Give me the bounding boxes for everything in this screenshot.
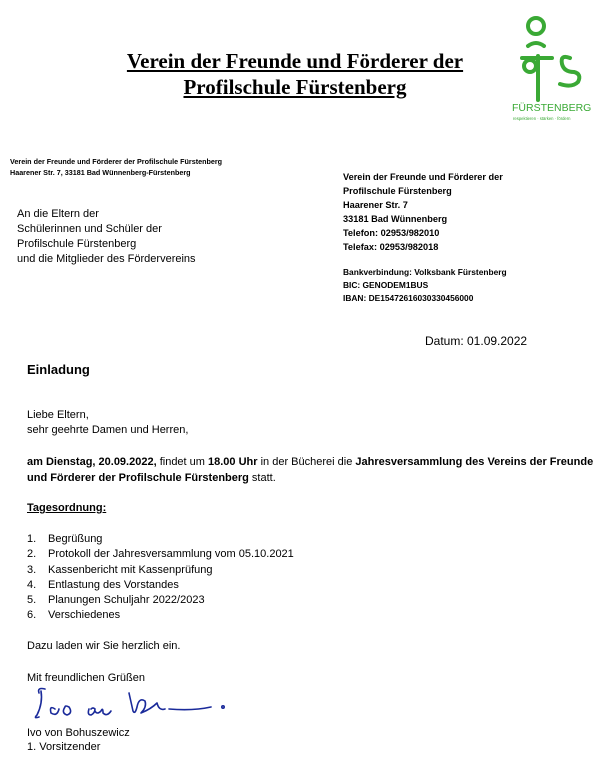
list-item <box>27 563 294 578</box>
bank-iban: IBAN: DE15472616030330456000 <box>343 293 474 303</box>
meeting-date: am Dienstag, 20.09.2022, <box>27 456 157 468</box>
document-title <box>60 48 530 100</box>
agenda-number: 1. <box>27 533 37 545</box>
signer-name: Ivo von Bohuszewicz <box>27 727 130 739</box>
agenda-text: Kassenbericht mit Kassenprüfung <box>48 563 213 576</box>
signer-block <box>27 726 130 754</box>
para-text-2: in der Bücherei die <box>257 456 356 468</box>
list-item <box>27 578 294 593</box>
bank-name: Bankverbindung: Volksbank Fürstenberg <box>343 267 507 277</box>
recipient-line-2: Schülerinnen und Schüler der <box>17 223 162 235</box>
sender-address <box>10 156 222 178</box>
bank-details <box>343 266 507 305</box>
agenda-text: Protokoll der Jahresversammlung vom 05.10.2021 <box>48 548 294 561</box>
logo-tagline: respektieren · stärken · fördern <box>513 116 571 121</box>
agenda-number: 5. <box>27 594 37 607</box>
salutation <box>27 408 188 438</box>
agenda-text: Entlastung des Vorstandes <box>48 578 179 591</box>
list-item <box>27 608 294 623</box>
org-fax: Telefax: 02953/982018 <box>343 242 439 252</box>
recipient-address <box>17 207 196 267</box>
para-text-3: statt. <box>248 472 276 484</box>
organization-contact <box>343 170 503 254</box>
letter-date: Datum: 01.09.2022 <box>425 334 528 348</box>
agenda-text: Planungen Schuljahr 2022/2023 <box>48 594 205 607</box>
bank-bic: BIC: GENODEM1BUS <box>343 280 429 290</box>
org-name-2: Profilschule Fürstenberg <box>343 186 452 196</box>
list-item <box>27 532 294 547</box>
handwritten-signature <box>33 683 233 727</box>
closing-greeting: Mit freundlichen Grüßen <box>27 672 145 684</box>
org-street: Haarener Str. 7 <box>343 200 408 210</box>
list-item <box>27 547 294 562</box>
salutation-line-2: sehr geehrte Damen und Herren, <box>27 424 189 436</box>
agenda-number: 3. <box>27 563 37 576</box>
recipient-line-1: An die Eltern der <box>17 208 99 220</box>
list-item <box>27 593 294 608</box>
logo-graphic <box>508 10 600 125</box>
sender-line-1: Verein der Freunde und Förderer der Profilschule Fürstenberg <box>10 157 223 166</box>
signer-role: 1. Vorsitzender <box>27 741 101 753</box>
agenda-number: 6. <box>27 609 37 622</box>
logo-name: FÜRSTENBERG <box>512 102 592 114</box>
org-name-1: Verein der Freunde und Förderer der <box>343 172 503 182</box>
title-line-1: Verein der Freunde und Förderer der <box>126 49 464 73</box>
recipient-line-4: und die Mitglieder des Fördervereins <box>17 253 196 265</box>
salutation-line-1: Liebe Eltern, <box>27 409 89 421</box>
org-phone: Telefon: 02953/982010 <box>343 228 440 238</box>
agenda-number: 4. <box>27 578 37 591</box>
recipient-line-3: Profilschule Fürstenberg <box>17 238 137 250</box>
school-logo <box>508 10 600 125</box>
agenda-number: 2. <box>27 548 37 561</box>
sender-line-2: Haarener Str. 7, 33181 Bad Wünnenberg-Fürstenberg <box>10 168 191 177</box>
meeting-time: 18.00 Uhr <box>208 456 258 468</box>
signature-graphic <box>33 683 233 727</box>
agenda-title: Tagesordnung: <box>27 502 107 514</box>
agenda-text: Begrüßung <box>48 533 103 545</box>
invitation-paragraph <box>27 454 605 486</box>
letter-heading: Einladung <box>27 362 90 377</box>
meeting-name: Jahresversammlung des Vereins der Freunde und Förderer der Profilschule Fürstenberg <box>27 456 594 484</box>
title-line-2: Profilschule Fürstenberg <box>183 75 407 99</box>
org-city: 33181 Bad Wünnenberg <box>343 214 448 224</box>
closing-invite: Dazu laden wir Sie herzlich ein. <box>27 640 181 652</box>
agenda-list <box>27 532 294 624</box>
para-text-1: findet um <box>156 456 208 468</box>
agenda-text: Verschiedenes <box>48 609 121 622</box>
